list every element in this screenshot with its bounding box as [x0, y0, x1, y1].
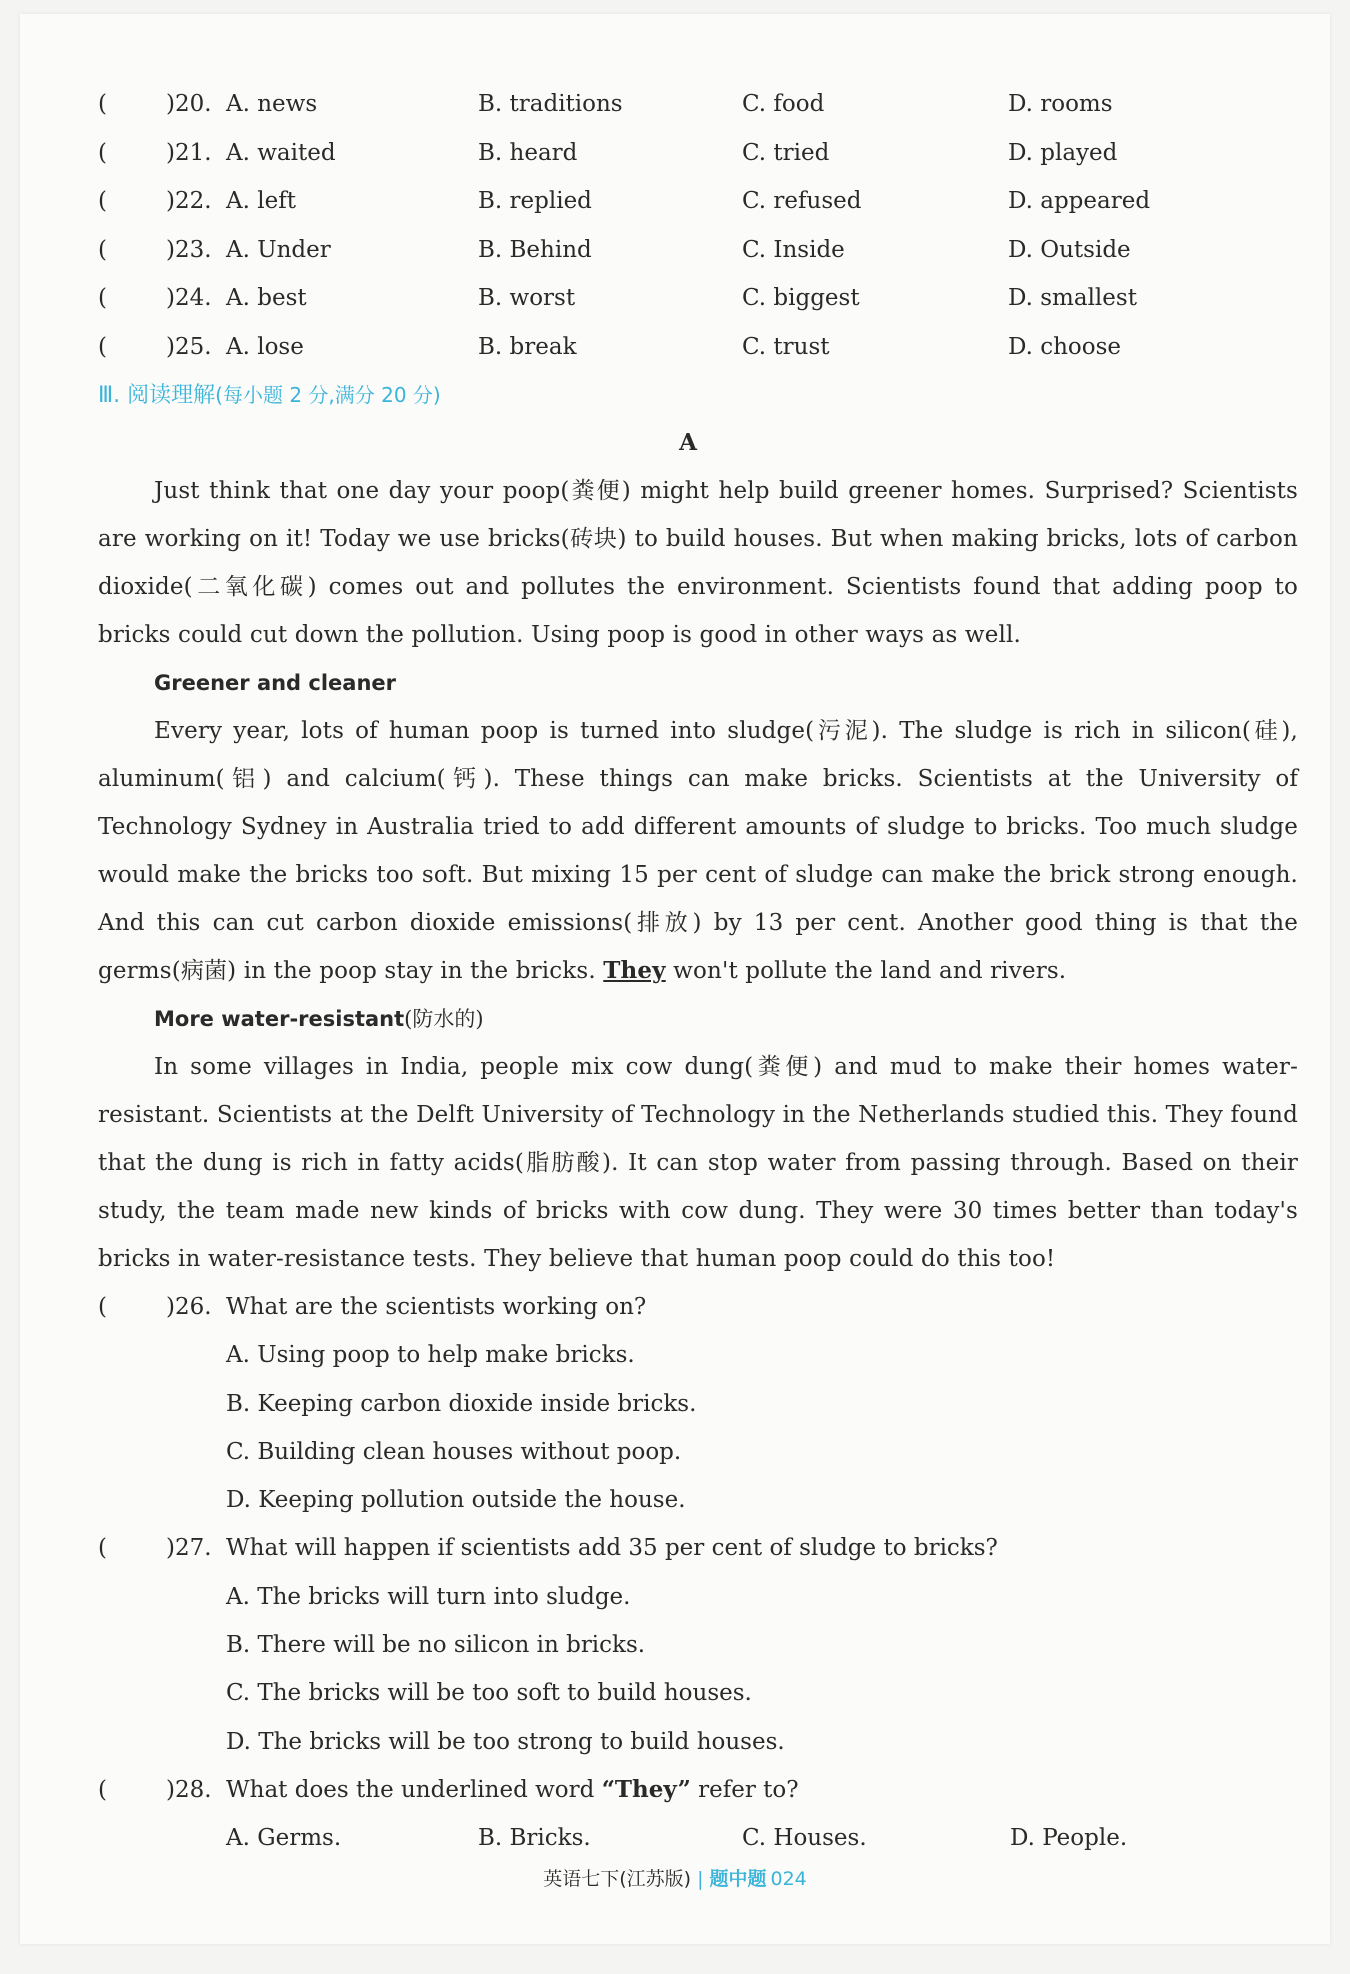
question-number: )23.	[166, 236, 212, 263]
page-content	[78, 80, 1298, 1863]
q28-choice-a: A. Germs.	[226, 1825, 342, 1852]
option-a: A. lose	[226, 333, 304, 360]
section-title-text: Ⅲ. 阅读理解	[98, 383, 216, 408]
subheading-water-resistant	[154, 995, 1298, 1043]
footer-separator: |	[697, 1868, 704, 1890]
option-a: A. news	[226, 91, 318, 117]
option-d: D. played	[1008, 139, 1118, 166]
q26-choice-d: D. Keeping pollution outside the house.	[226, 1487, 686, 1514]
option-d: D. choose	[1008, 333, 1122, 360]
answer-bracket: (	[98, 91, 107, 117]
question-28	[78, 1766, 1298, 1814]
option-c: C. trust	[742, 333, 830, 360]
option-a: A. left	[226, 188, 296, 214]
option-b: B. replied	[478, 188, 592, 214]
cloze-row	[78, 80, 1298, 129]
question-27	[78, 1524, 1298, 1572]
answer-bracket: (	[98, 333, 107, 360]
paragraph-2-text: Every year, lots of human poop is turned into sludge(污泥). The sludge is rich in silicon(硅), aluminum(铝) and calcium(钙). These things can make bricks. Scientists at the University of Technology Sydney in Australia tried to add different amounts of sludge to bricks. Too much sludge would make the bricks too soft. But mixing 15 per cent of sludge can make the brick strong enough. And this can cut carbon dioxide emissions(排放) by 13 per cent. Another good thing is that the germs(病菌) in the poop stay in the bricks.	[98, 718, 1298, 984]
q28-choices	[78, 1814, 1298, 1862]
book-title: 英语七下(江苏版)	[543, 1868, 692, 1890]
option-c: C. tried	[742, 139, 830, 166]
cloze-row	[78, 323, 1298, 372]
option-d: D. Outside	[1008, 236, 1131, 263]
cloze-row	[78, 177, 1298, 226]
question-number: )20.	[166, 91, 212, 117]
option-b: B. Behind	[478, 236, 592, 263]
q28-choice-b: B. Bricks.	[478, 1825, 591, 1852]
stem-part-2: refer to?	[698, 1776, 799, 1803]
option-b: B. heard	[478, 139, 578, 166]
q27-choice-c: C. The bricks will be too soft to build houses.	[226, 1680, 752, 1707]
option-b: B. traditions	[478, 91, 623, 117]
answer-bracket: (	[98, 1776, 107, 1803]
q27-choice-d: D. The bricks will be too strong to build houses.	[226, 1728, 785, 1755]
subheading-greener: Greener and cleaner	[154, 671, 397, 695]
q27-choice-a: A. The bricks will turn into sludge.	[226, 1583, 631, 1610]
option-d: D. rooms	[1008, 91, 1113, 117]
cloze-row	[78, 274, 1298, 323]
answer-bracket: (	[98, 285, 107, 311]
question-26	[78, 1283, 1298, 1331]
answer-bracket: (	[98, 236, 107, 263]
option-c: C. biggest	[742, 285, 860, 311]
q26-choice-a: A. Using poop to help make bricks.	[226, 1342, 635, 1369]
stem-quoted-word: “They”	[601, 1775, 691, 1803]
answer-bracket: (	[98, 1294, 107, 1320]
question-number: )25.	[166, 333, 212, 360]
question-stem	[226, 1766, 799, 1814]
option-a: A. Under	[226, 236, 331, 263]
series-name: 题中题	[709, 1868, 767, 1890]
answer-bracket: (	[98, 139, 107, 166]
cloze-row	[78, 226, 1298, 275]
option-c: C. Inside	[742, 236, 845, 263]
option-a: A. best	[226, 285, 307, 311]
section-title	[98, 371, 1298, 419]
paragraph-2-end: won't pollute the land and rivers.	[673, 958, 1067, 984]
passage-letter: A	[679, 429, 697, 456]
section-score-note: (每小题 2 分,满分 20 分)	[215, 383, 441, 407]
question-number: )21.	[166, 139, 212, 166]
stem-part-1: What does the underlined word	[226, 1776, 595, 1803]
subheading-text: More water-resistant	[154, 1007, 405, 1031]
option-c: C. food	[742, 91, 825, 117]
option-c: C. refused	[742, 188, 862, 214]
option-b: B. break	[478, 333, 577, 360]
paragraph-3: In some villages in India, people mix cow dung(粪便) and mud to make their homes water-resistant. Scientists at the Delft University of Technology in the Netherlands studied this. They found that the dung is rich in fatty acids(脂肪酸). It can stop water from passing through. Based on their study, the team made new kinds of bricks with cow dung. They were 30 times better than today's bricks in water-resistance tests. They believe that human poop could do this too!	[98, 1054, 1298, 1272]
option-d: D. smallest	[1008, 285, 1137, 311]
cloze-row	[78, 129, 1298, 178]
answer-bracket: (	[98, 188, 107, 214]
question-number: )26.	[166, 1294, 212, 1320]
paragraph-1: Just think that one day your poop(粪便) might help build greener homes. Surprised? Scientists are working on it! Today we use bricks(砖块) to build houses. But when making bricks, lots of carbon dioxide(二氧化碳) comes out and pollutes the environment. Scientists found that adding poop to bricks could cut down the pollution. Using poop is good in other ways as well.	[98, 478, 1298, 648]
question-number: )27.	[166, 1535, 212, 1562]
question-number: )24.	[166, 285, 212, 311]
option-a: A. waited	[226, 139, 336, 166]
answer-bracket: (	[98, 1535, 107, 1562]
option-b: B. worst	[478, 285, 576, 311]
q26-choice-c: C. Building clean houses without poop.	[226, 1438, 682, 1465]
option-d: D. appeared	[1008, 188, 1151, 214]
page-number: 024	[770, 1868, 807, 1890]
question-stem: What are the scientists working on?	[226, 1294, 647, 1320]
subheading-gloss: (防水的)	[404, 1007, 484, 1031]
question-stem: What will happen if scientists add 35 per cent of sludge to bricks?	[226, 1535, 998, 1562]
q28-choice-d: D. People.	[1010, 1825, 1128, 1852]
q28-choice-c: C. Houses.	[742, 1825, 867, 1852]
question-number: )28.	[166, 1776, 212, 1803]
q26-choice-b: B. Keeping carbon dioxide inside bricks.	[226, 1390, 697, 1417]
q27-choice-b: B. There will be no silicon in bricks.	[226, 1632, 646, 1659]
question-number: )22.	[166, 188, 212, 214]
underlined-word: They	[603, 957, 666, 984]
paragraph-2	[98, 707, 1298, 995]
workbook-page	[20, 14, 1330, 1944]
cloze-options	[78, 80, 1298, 371]
page-footer	[20, 1864, 1330, 1891]
